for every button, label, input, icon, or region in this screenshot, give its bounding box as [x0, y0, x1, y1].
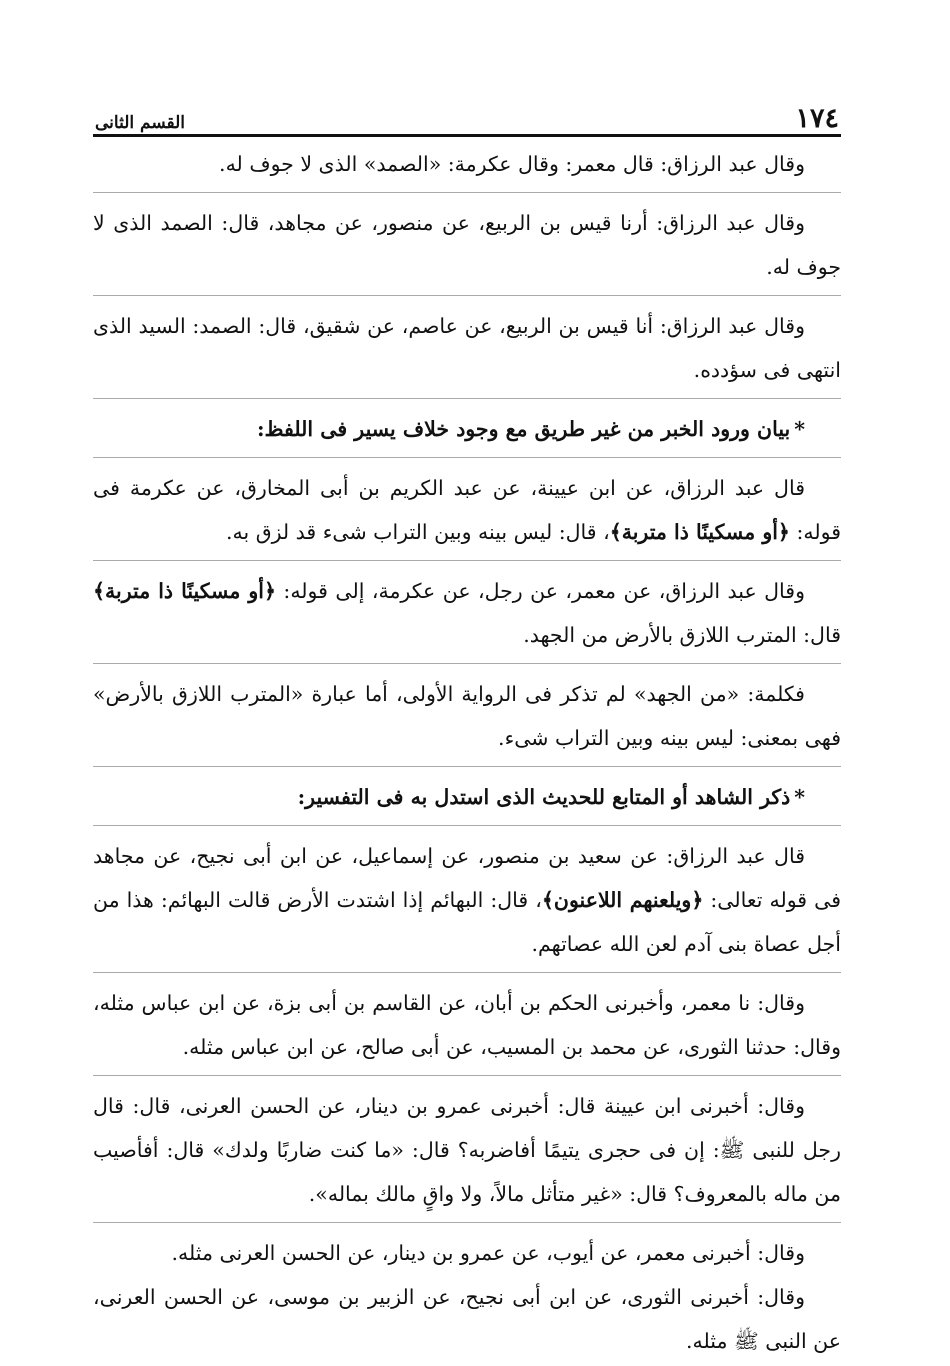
paragraph-10: وقال: أخبرنى معمر، عن أيوب، عن عمرو بن دينار، عن الحسن العرنى مثله. — [171, 1241, 805, 1265]
asterisk-icon: * — [794, 785, 805, 809]
paragraph-8: وقال: نا معمر، وأخبرنى الحكم بن أبان، عن القاسم بن أبى بزة، عن ابن عباس مثله، وقال: حدثنا الثورى، عن محمد بن المسيب، عن أبى صالح، عن ابن عباس مثله. — [93, 991, 841, 1059]
paragraph-divider — [93, 825, 841, 826]
section-heading-1 — [93, 407, 841, 451]
section-title: القسم الثانى — [95, 113, 186, 133]
paragraph-divider — [93, 295, 841, 296]
quran-quote: ﴿أو مسكينًا ذا متربة﴾ — [609, 520, 790, 544]
paragraph-divider — [93, 457, 841, 458]
paragraph-4-text-c: ، قال: ليس بينه وبين التراب شىء قد لزق به. — [225, 520, 610, 544]
quran-quote: ﴿ويلعنهم اللاعنون﴾ — [541, 888, 704, 912]
paragraph-divider — [93, 560, 841, 561]
page-number: ١٧٤ — [795, 103, 839, 134]
paragraph-5 — [93, 569, 841, 657]
asterisk-icon: * — [794, 417, 805, 441]
header-rule — [93, 134, 841, 137]
section-heading-2-text: ذكر الشاهد أو المتابع للحديث الذى استدل به فى التفسير: — [297, 785, 791, 809]
paragraph-7-text-a: قال عبد الرزاق: عن سعيد بن منصور، عن إسماعيل، عن ابن أبى نجيح، عن مجاهد فى قوله تعالى: — [93, 844, 841, 912]
paragraph-divider — [93, 663, 841, 664]
paragraph-2: وقال عبد الرزاق: أرنا قيس بن الربيع، عن منصور، عن مجاهد، قال: الصمد الذى لا جوف له. — [93, 211, 841, 279]
paragraph-5-text-a: وقال عبد الرزاق، عن معمر، عن رجل، عن عكرمة، إلى قوله: — [275, 579, 805, 603]
paragraph-7-text-c: ، قال: البهائم إذا اشتدت الأرض قالت البهائم: هذا من أجل عصاة بنى آدم لعن الله عصاتهم. — [93, 888, 841, 956]
paragraph-6: فكلمة: «من الجهد» لم تذكر فى الرواية الأولى، أما عبارة «المترب اللازق بالأرض» فهى بمعنى: ليس بينه وبين التراب شىء. — [93, 682, 841, 750]
paragraph-4 — [93, 466, 841, 554]
paragraph-divider — [93, 766, 841, 767]
paragraph-9: وقال: أخبرنى ابن عيينة قال: أخبرنى عمرو بن دينار، عن الحسن العرنى، قال: قال رجل للنبى ﷺ: إن فى حجرى يتيمًا أفاضربه؟ قال: «ما كنت ضاربًا ولدك» قال: أفأصيب من ماله بالمعروف؟ قال: «غير متأثل مالاً، ولا واقٍ مالك بماله». — [93, 1094, 841, 1206]
section-heading-1-text: بيان ورود الخبر من غير طريق مع وجود خلاف يسير فى اللفظ: — [256, 417, 791, 441]
paragraph-4-text-a: قال عبد الرزاق، عن ابن عيينة، عن عبد الكريم بن أبى المخارق، عن عكرمة فى قوله: — [93, 476, 841, 544]
quran-quote: ﴿أو مسكينًا ذا متربة﴾ — [93, 579, 276, 603]
paragraph-3: وقال عبد الرزاق: أنا قيس بن الربيع، عن عاصم، عن شقيق، قال: الصمد: السيد الذى انتهى فى سؤدده. — [93, 314, 841, 382]
paragraph-divider — [93, 972, 841, 973]
paragraph-divider — [93, 1222, 841, 1223]
paragraph-5-text-c: قال: المترب اللازق بالأرض من الجهد. — [523, 623, 841, 647]
paragraph-7 — [93, 834, 841, 966]
paragraph-divider — [93, 398, 841, 399]
paragraph-divider — [93, 192, 841, 193]
page-header — [95, 98, 839, 134]
page-body — [93, 142, 841, 1363]
paragraph-divider — [93, 1075, 841, 1076]
paragraph-11: وقال: أخبرنى الثورى، عن ابن أبى نجيح، عن الزبير بن موسى، عن الحسن العرنى، عن النبى ﷺ مثله. — [93, 1285, 841, 1353]
paragraph-1: وقال عبد الرزاق: قال معمر: وقال عكرمة: «الصمد» الذى لا جوف له. — [219, 152, 805, 176]
section-heading-2 — [93, 775, 841, 819]
